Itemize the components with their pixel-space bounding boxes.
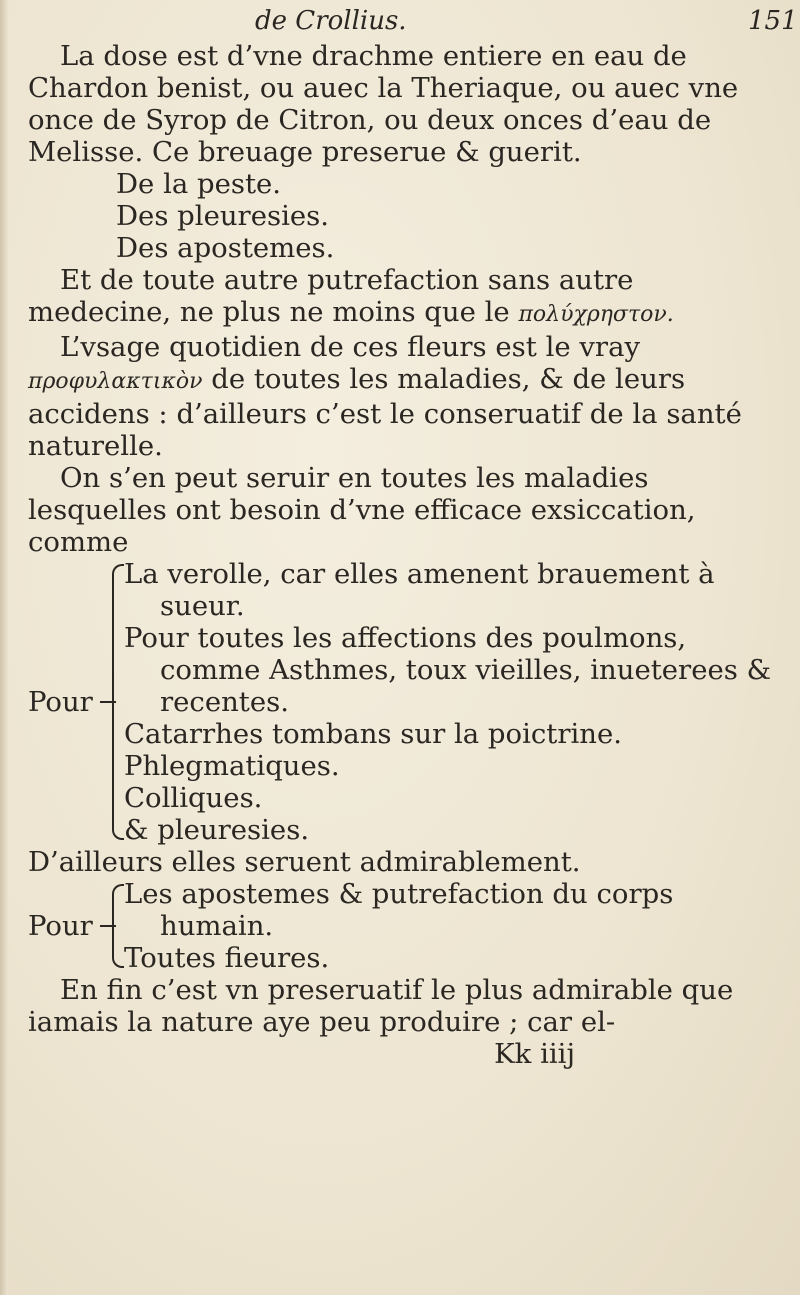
item-apostemes: Des apostemes. [116,232,335,264]
page-body [28,40,780,1070]
paragraph-maladies: On s’en peut seruir en toutes les maladies lesquelles ont besoin d’vne efficace exsiccation, comme [28,462,696,558]
greek-word-polychreston: πολύχρηστον. [518,302,674,327]
running-title: de Crollius. [255,6,407,36]
curly-brace-icon [98,878,124,974]
bracket-items [124,878,780,974]
paragraph-dailleurs: D’ailleurs elles seruent admirablement. [28,846,581,878]
list-item: & pleuresies. [124,814,310,846]
list-item: Phlegmatiques. [124,750,340,782]
bracket-label: Pour [28,910,93,942]
signature-mark: Kk iiij [494,1038,575,1070]
bracket-list-corps [28,878,780,974]
paragraph-putrefaction-text: Et de toute autre putrefaction sans autre medecine, ne plus ne moins que le [28,264,634,328]
page-number: 151 [748,6,798,36]
list-item: Colliques. [124,782,263,814]
list-item: La verolle, car elles amenent brauement à sueur. [124,558,715,622]
page-gutter [0,0,8,1295]
list-item: Les apostemes & putrefaction du corps humain. [124,878,674,942]
paragraph-usage-rest: de toutes les maladies, & de leurs accidens : d’ailleurs c’est le conseruatif de la santé naturelle. [28,363,742,462]
item-pleuresies: Des pleuresies. [116,200,330,232]
bracket-list-maladies [28,558,780,846]
bracket-label: Pour [28,686,93,718]
list-item: Pour toutes les affections des poulmons, comme Asthmes, toux vieilles, inueterees & recentes. [124,622,772,718]
paragraph-preseruatif: En fin c’est vn preseruatif le plus admirable que iamais la nature aye peu produire ; car el- [28,974,734,1038]
list-item: Toutes fieures. [124,942,330,974]
page-header [0,6,800,40]
paragraph-usage [28,331,780,462]
greek-word-prophylaktikon: προφυλακτικὸν [28,369,203,394]
item-peste: De la peste. [116,168,282,200]
list-item: Catarrhes tombans sur la poictrine. [124,718,622,750]
paragraph-usage-start: L’vsage quotidien de ces fleurs est le vray [60,331,640,363]
bracket-items [124,558,780,846]
curly-brace-icon [98,558,124,846]
paragraph-putrefaction [28,264,780,331]
paragraph-dose: La dose est d’vne drachme entiere en eau de Chardon benist, ou auec la Theriaque, ou auec vne once de Syrop de Citron, ou deux onces d’eau de Melisse. Ce breuage preserue & guerit. [28,40,739,168]
